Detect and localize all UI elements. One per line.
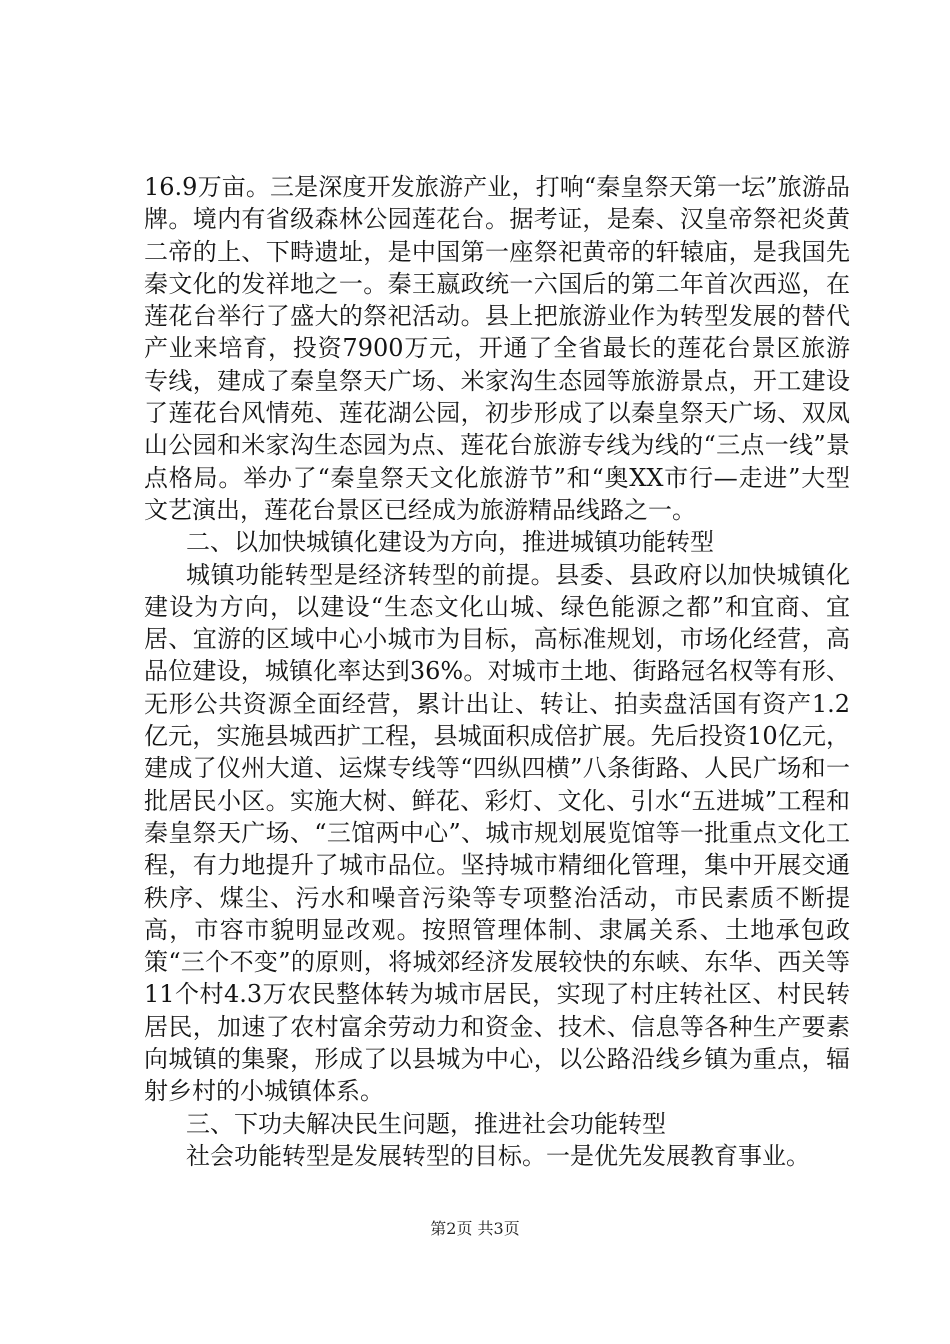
section-heading-urbanization: 二、以加快城镇化建设为方向，推进城镇功能转型: [186, 528, 714, 557]
paragraph-urbanization: 城镇功能转型是经济转型的前提。县委、县政府以加快城镇化建设为方向，以建设“生态文化山城、绿色能源之都”和宜商、宜居、宜游的区域中心小城市为目标，高标准规划，市场化经营，高品位建设，城镇化率达到36%。对城市土地、街路冠名权等有形、无形公共资源全面经营，累计出让、转让、拍卖盘活国有资产1.2亿元，实施县城西扩工程，县城面积成倍扩展。先后投资10亿元，建成了仪州大道、运煤专线等“四纵四横”八条街路、人民广场和一批居民小区。实施大树、鲜花、彩灯、文化、引水“五进城”工程和秦皇祭天广场、“三馆两中心”、城市规划展览馆等一批重点文化工程，有力地提升了城市品位。坚持城市精细化管理，集中开展交通秩序、煤尘、污水和噪音污染等专项整治活动，市民素质不断提高，市容市貌明显改观。按照管理体制、隶属关系、土地承包政策“三个不变”的原则，将城郊经济发展较快的东峡、东华、西关等11个村4.3万农民整体转为城市居民，实现了村庄转社区、村民转居民，加速了农村富余劳动力和资金、技术、信息等各种生产要素向城镇的集聚，形成了以县城为中心，以公路沿线乡镇为重点，辐射乡村的小城镇体系。: [144, 560, 850, 1106]
document-body: [144, 171, 850, 1172]
section-heading-social: 三、下功夫解决民生问题，推进社会功能转型: [186, 1109, 666, 1138]
paragraph-social: 社会功能转型是发展转型的目标。一是优先发展教育事业。: [186, 1141, 810, 1170]
paragraph-tourism: 16.9万亩。三是深度开发旅游产业，打响“秦皇祭天第一坛”旅游品牌。境内有省级森林公园莲花台。据考证，是秦、汉皇帝祭祀炎黄二帝的上、下畤遗址，是中国第一座祭祀黄帝的轩辕庙，是我国先秦文化的发祥地之一。秦王嬴政统一六国后的第二年首次西巡，在莲花台举行了盛大的祭祀活动。县上把旅游业作为转型发展的替代产业来培育，投资7900万元，开通了全省最长的莲花台景区旅游专线，建成了秦皇祭天广场、米家沟生态园等旅游景点，开工建设了莲花台风情苑、莲花湖公园，初步形成了以秦皇祭天广场、双凤山公园和米家沟生态园为点、莲花台旅游专线为线的“三点一线”景点格局。举办了“秦皇祭天文化旅游节”和“奥XX市行—走进”大型文艺演出，莲花台景区已经成为旅游精品线路之一。: [144, 173, 850, 524]
page-number-footer: 第2页 共3页: [430, 1219, 520, 1238]
